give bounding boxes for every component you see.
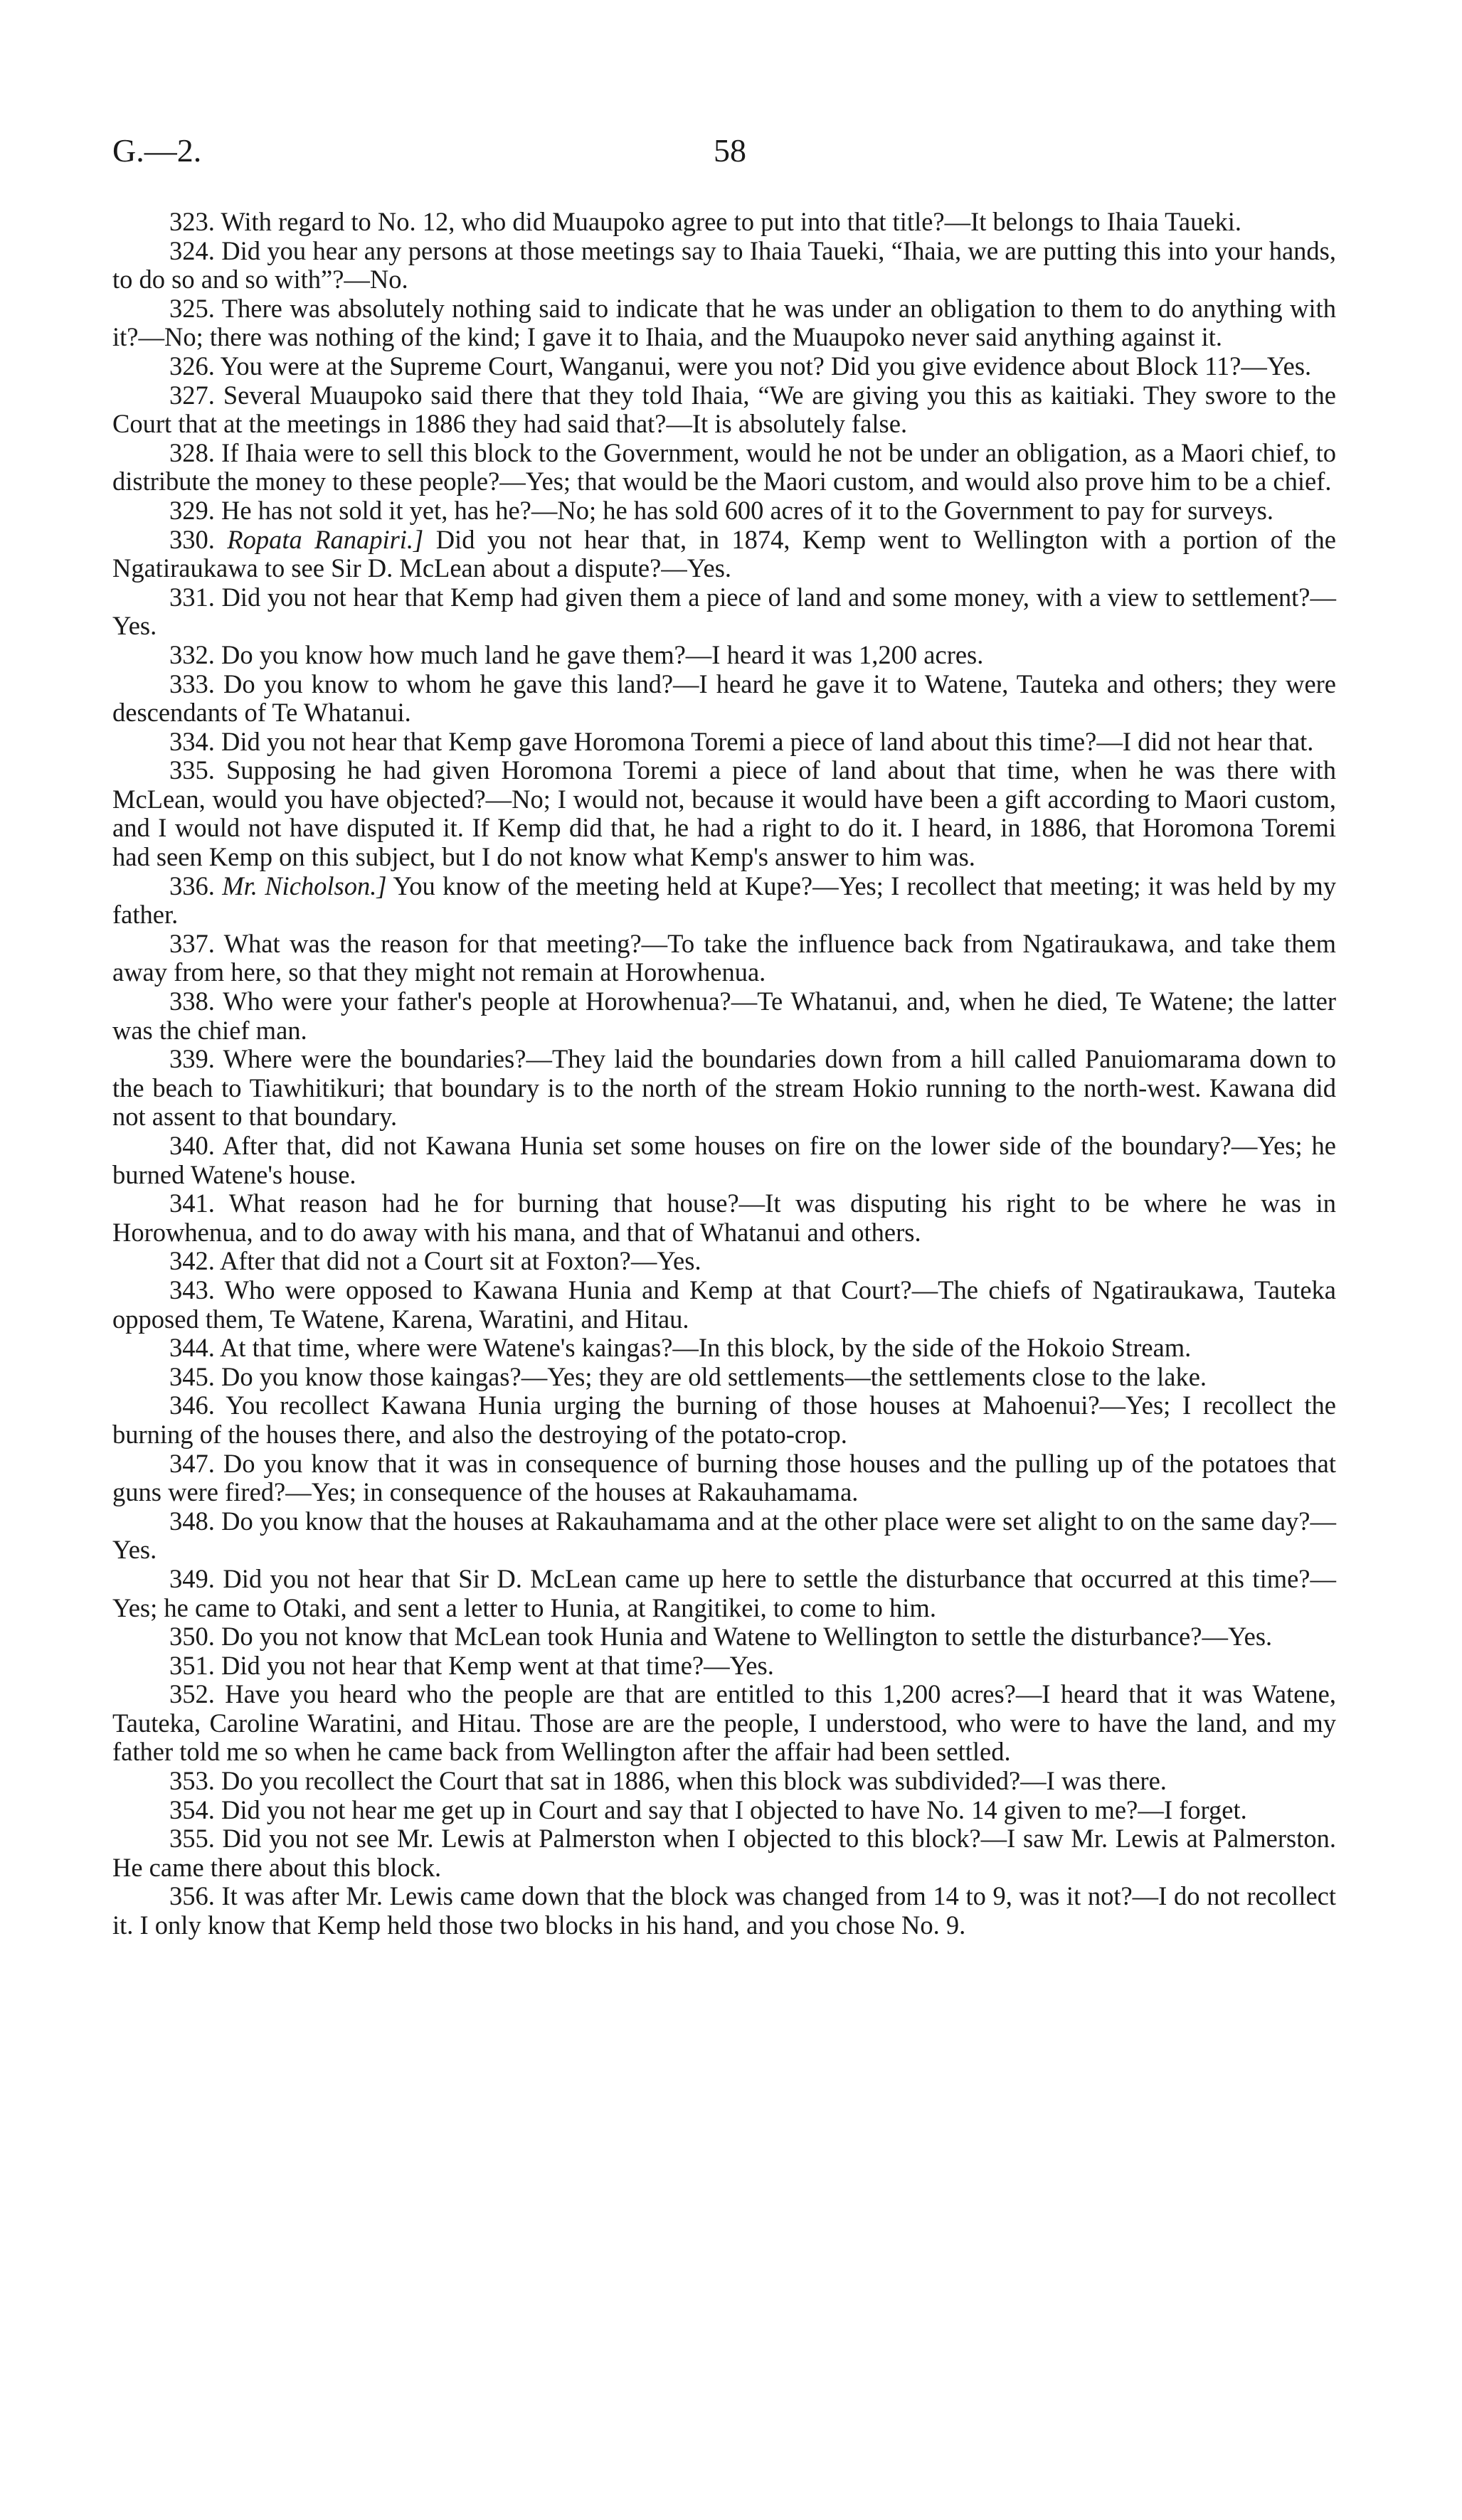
question-paragraph (112, 208, 1336, 237)
question-number: 346. (169, 1391, 215, 1420)
question-paragraph (112, 1132, 1336, 1189)
question-number: 356. (169, 1881, 215, 1911)
question-number: 335. (169, 755, 215, 785)
question-number: 348. (169, 1506, 215, 1536)
question-paragraph (112, 583, 1336, 641)
page-number: 58 (714, 132, 746, 169)
question-paragraph (112, 1045, 1336, 1132)
question-paragraph (112, 1507, 1336, 1565)
question-text: He has not sold it yet, has he?—No; he has sold 600 acres of it to the Government to pay for surveys. (221, 495, 1273, 525)
question-number: 341. (169, 1189, 215, 1218)
question-number: 328. (169, 437, 215, 467)
question-number: 351. (169, 1650, 215, 1680)
question-paragraph (112, 496, 1336, 526)
question-paragraph (112, 1680, 1336, 1767)
question-text: What reason had he for burning that house?—It was disputing his right to be where he was in Horowhenua, and to do away with his mana, and that of Whatanui and others. (112, 1189, 1336, 1247)
question-paragraph (112, 1334, 1336, 1363)
question-number: 350. (169, 1622, 215, 1652)
question-text: At that time, where were Watene's kaingas?—In this block, by the side of the Hokoio Stream. (220, 1333, 1192, 1363)
question-number: 354. (169, 1795, 215, 1824)
question-number: 347. (169, 1448, 215, 1478)
question-text: Did you not hear that Sir D. McLean came up here to settle the disturbance that occurred at this time?—Yes; he came to Otaki, and sent a letter to Hunia, at Rangitikei, to come to him. (112, 1563, 1336, 1622)
question-paragraph (112, 381, 1336, 439)
question-paragraph (112, 641, 1336, 670)
question-number: 355. (169, 1824, 215, 1854)
question-number: 331. (169, 582, 215, 612)
evidence-body (112, 208, 1336, 1940)
question-text: Where were the boundaries?—They laid the boundaries down from a hill called Panuiomarama down to the beach to Tiawhitikuri; that boundary is to the north of the stream Hokio running to the north-west. Kawana did not assent to that boundary. (112, 1044, 1336, 1132)
question-text: Do you recollect the Court that sat in 1886, when this block was subdivided?—I was there. (221, 1766, 1167, 1796)
question-paragraph (112, 1565, 1336, 1622)
question-text: There was absolutely nothing said to indicate that he was under an obligation to them to do anything with it?—No; there was nothing of the kind; I gave it to Ihaia, and the Muaupoko never said anything against it. (112, 293, 1336, 352)
question-paragraph (112, 1189, 1336, 1247)
question-number: 339. (169, 1044, 215, 1074)
question-number: 325. (169, 293, 215, 323)
question-paragraph (112, 439, 1336, 496)
question-paragraph (112, 294, 1336, 352)
question-text: Who were opposed to Kawana Hunia and Kemp at that Court?—The chiefs of Ngatiraukawa, Tauteka opposed them, Te Watene, Karena, Waratini, and Hitau. (112, 1275, 1336, 1334)
question-paragraph (112, 1796, 1336, 1825)
question-paragraph (112, 1767, 1336, 1796)
question-paragraph (112, 1652, 1336, 1681)
question-number: 336. (169, 871, 215, 900)
question-paragraph (112, 872, 1336, 930)
question-text: Did you hear any persons at those meetings say to Ihaia Taueki, “Ihaia, we are putting this into your hands, to do so and so with”?—No. (112, 235, 1336, 294)
question-paragraph (112, 728, 1336, 757)
question-number: 324. (169, 235, 215, 265)
question-number: 327. (169, 380, 215, 410)
question-text: After that did not a Court sit at Foxton?—Yes. (220, 1246, 701, 1276)
question-number: 333. (169, 669, 215, 698)
question-number: 342. (169, 1246, 215, 1276)
question-paragraph (112, 352, 1336, 381)
question-text: Did you not hear me get up in Court and say that I objected to have No. 14 given to me?—I forget. (221, 1795, 1247, 1824)
question-number: 337. (169, 928, 215, 958)
question-paragraph (112, 526, 1336, 583)
question-number: 326. (169, 351, 215, 381)
question-paragraph (112, 1363, 1336, 1392)
question-text: Did you not see Mr. Lewis at Palmerston when I objected to this block?—I saw Mr. Lewis at Palmerston. He came there about this block. (112, 1824, 1337, 1882)
question-text: With regard to No. 12, who did Muaupoko agree to put into that title?—It belongs to Ihaia Taueki. (221, 207, 1242, 236)
document-reference: G.—2. (112, 132, 202, 169)
question-text: Do you know that the houses at Rakauhamama and at the other place were set alight to on the same day?—Yes. (112, 1506, 1336, 1565)
question-paragraph (112, 1247, 1336, 1276)
question-text: Do you know to whom he gave this land?—I heard he gave it to Watene, Tauteka and others; they were descendants of Te Whatanui. (112, 669, 1336, 728)
question-paragraph (112, 1391, 1336, 1449)
question-number: 349. (169, 1563, 215, 1593)
question-number: 332. (169, 639, 215, 669)
question-number: 334. (169, 726, 215, 756)
question-number: 345. (169, 1361, 215, 1391)
question-text: Did you not hear that Kemp went at that time?—Yes. (221, 1650, 774, 1680)
question-text: Did you not hear that Kemp had given them a piece of land and some money, with a view to settlement?—Yes. (112, 582, 1337, 641)
speaker-name: Ropata Ranapiri.] (227, 524, 424, 554)
question-text: Do you know those kaingas?—Yes; they are old settlements—the settlements close to the lake. (221, 1361, 1207, 1391)
question-paragraph (112, 1622, 1336, 1652)
question-text: Did you not hear that, in 1874, Kemp went to Wellington with a portion of the Ngatiraukawa to see Sir D. McLean about a dispute?—Yes. (112, 524, 1336, 583)
question-text: Do you know how much land he gave them?—I heard it was 1,200 acres. (221, 639, 984, 669)
question-text: It was after Mr. Lewis came down that the block was changed from 14 to 9, was it not?—I do not recollect it. I only know that Kemp held those two blocks in his hand, and you chose No. 9. (112, 1881, 1337, 1940)
question-text: Supposing he had given Horomona Toremi a piece of land about that time, when he was there with McLean, would you have objected?—No; I would not, because it would have been a gift according to Maori custom, and I would not have disputed it. If Kemp did that, he had a right to do it. I heard, in 1886, that Horomona Toremi had seen Kemp on this subject, but I do not know what Kemp's answer to him was. (112, 755, 1336, 872)
question-paragraph (112, 756, 1336, 871)
question-paragraph (112, 1882, 1336, 1940)
question-number: 340. (169, 1131, 215, 1160)
question-text: You know of the meeting held at Kupe?—Yes; I recollect that meeting; it was held by my father. (112, 871, 1336, 930)
question-text: Do you know that it was in consequence of burning those houses and the pulling up of the potatoes that guns were fired?—Yes; in consequence of the houses at Rakauhamama. (112, 1448, 1337, 1507)
question-paragraph (112, 1824, 1336, 1882)
question-text: Did you not hear that Kemp gave Horomona Toremi a piece of land about this time?—I did not hear that. (221, 726, 1314, 756)
question-text: Have you heard who the people are that are entitled to this 1,200 acres?—I heard that it was Watene, Tauteka, Caroline Waratini, and Hitau. Those are are the people, I understood, who were to have the land, and my father told me so when he came back from Wellington after the affair had been settled. (112, 1679, 1336, 1767)
question-text: Who were your father's people at Horowhenua?—Te Whatanui, and, when he died, Te Watene; the latter was the chief man. (112, 987, 1337, 1045)
question-text: Do you not know that McLean took Hunia and Watene to Wellington to settle the disturbance?—Yes. (221, 1622, 1273, 1652)
question-number: 352. (169, 1679, 215, 1709)
question-text: You recollect Kawana Hunia urging the burning of those houses at Mahoenui?—Yes; I recollect the burning of the houses there, and also the destroying of the potato-crop. (112, 1391, 1336, 1449)
question-text: If Ihaia were to sell this block to the Government, would he not be under an obligation, as a Maori chief, to distribute the money to these people?—Yes; that would be the Maori custom, and would also prove him to be a chief. (112, 437, 1336, 496)
question-text: You were at the Supreme Court, Wanganui, were you not? Did you give evidence about Block 11?—Yes. (220, 351, 1312, 381)
question-paragraph (112, 930, 1336, 987)
question-number: 329. (169, 495, 215, 525)
question-number: 344. (169, 1333, 215, 1363)
question-number: 338. (169, 987, 215, 1016)
page-header (112, 132, 1336, 181)
question-paragraph (112, 987, 1336, 1045)
question-number: 330. (169, 524, 215, 554)
question-paragraph (112, 1276, 1336, 1334)
question-paragraph (112, 670, 1336, 728)
question-text: Several Muaupoko said there that they told Ihaia, “We are giving you this as kaitiaki. They swore to the Court that at the meetings in 1886 they had said that?—It is absolutely false. (112, 380, 1336, 439)
question-paragraph (112, 237, 1336, 294)
speaker-name: Mr. Nicholson.] (222, 871, 387, 900)
question-number: 353. (169, 1766, 215, 1796)
question-paragraph (112, 1450, 1336, 1507)
question-number: 343. (169, 1275, 215, 1304)
question-text: After that, did not Kawana Hunia set some houses on fire on the lower side of the boundary?—Yes; he burned Watene's house. (112, 1131, 1336, 1189)
question-number: 323. (169, 207, 215, 236)
question-text: What was the reason for that meeting?—To take the influence back from Ngatiraukawa, and take them away from here, so that they might not remain at Horowhenua. (112, 928, 1336, 987)
